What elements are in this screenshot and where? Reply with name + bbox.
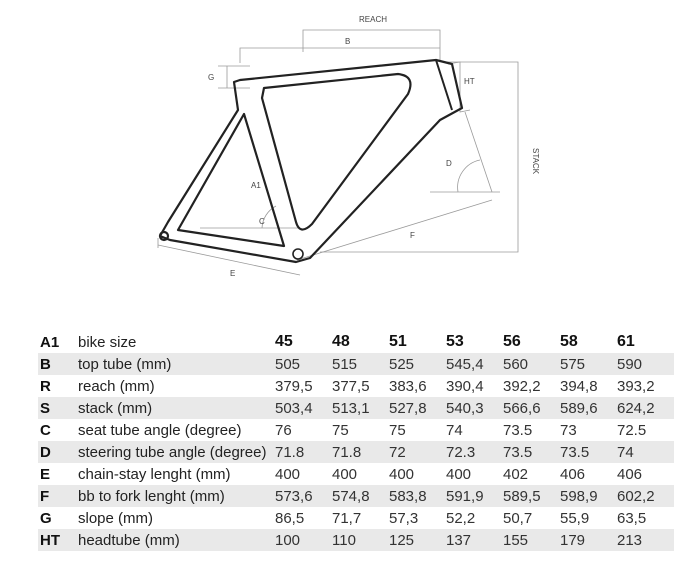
table-header-row: [38, 331, 674, 353]
row-value: 525: [389, 353, 446, 375]
table-row: [38, 441, 674, 463]
row-value: 583,8: [389, 485, 446, 507]
row-value: 71.8: [332, 441, 389, 463]
bb-to-fork-line: [297, 200, 492, 260]
row-value: 110: [332, 529, 389, 551]
row-value: 73: [560, 421, 577, 439]
row-value: 406: [617, 465, 643, 483]
row-value: 75: [389, 421, 406, 439]
size-56: 56: [503, 333, 521, 350]
row-value: 589,6: [560, 397, 617, 419]
header-code: A1: [40, 333, 60, 351]
row-value: 100: [275, 529, 332, 551]
row-value: 125: [389, 529, 446, 551]
row-value: 406: [560, 465, 586, 483]
row-value: 213: [617, 529, 674, 551]
row-value: 515: [332, 353, 389, 375]
row-code: B: [38, 353, 78, 375]
row-value: 598,9: [560, 485, 617, 507]
row-code: S: [38, 397, 78, 419]
size-48: 48: [332, 333, 350, 350]
row-value: 76: [275, 421, 292, 439]
row-value: 155: [503, 529, 560, 551]
table-row: [38, 463, 674, 485]
row-value: 71.8: [275, 441, 332, 463]
seat-angle-label: C: [259, 217, 265, 226]
row-value: 402: [503, 465, 529, 483]
seat-tube-length-label: A1: [251, 181, 261, 190]
row-code: G: [40, 509, 52, 527]
row-value: 545,4: [446, 353, 503, 375]
top-tube-bracket: [240, 48, 440, 63]
size-53: 53: [446, 333, 464, 350]
row-code: R: [40, 377, 51, 395]
row-label: headtube (mm): [78, 529, 275, 551]
row-value: 575: [560, 353, 617, 375]
row-value: 574,8: [332, 485, 389, 507]
diagram-labels: [208, 15, 540, 278]
stack-bracket: [320, 62, 518, 252]
row-value: 573,6: [275, 485, 332, 507]
steering-axis-line: [465, 112, 492, 192]
row-value: 394,8: [560, 377, 598, 395]
head-tube: [436, 60, 452, 110]
top-tube-label: B: [345, 37, 351, 46]
row-value: 72.5: [617, 421, 647, 439]
row-value: 503,4: [275, 397, 332, 419]
row-value: 400: [275, 465, 301, 483]
stack-label: STACK: [531, 148, 540, 175]
table-row: [38, 485, 674, 507]
row-value: 86,5: [275, 509, 305, 527]
row-label: bb to fork lenght (mm): [78, 485, 275, 507]
row-label: chain-stay lenght (mm): [78, 465, 231, 483]
row-label: reach (mm): [78, 377, 155, 395]
table-row: [38, 353, 674, 375]
table-row: [38, 375, 674, 397]
steering-angle-label: D: [446, 159, 452, 168]
table-row: [38, 507, 674, 529]
row-value: 75: [332, 421, 349, 439]
row-value: 72.3: [446, 441, 503, 463]
row-label: stack (mm): [78, 397, 275, 419]
row-value: 137: [446, 529, 503, 551]
row-value: 566,6: [503, 397, 560, 419]
size-61: 61: [617, 333, 635, 350]
row-value: 73.5: [503, 421, 533, 439]
row-value: 527,8: [389, 397, 446, 419]
bike-frame: [160, 60, 462, 262]
row-value: 400: [389, 465, 415, 483]
geometry-table-body: [38, 331, 674, 551]
row-value: 560: [503, 353, 560, 375]
table-row: [38, 419, 674, 441]
row-value: 590: [617, 353, 674, 375]
row-label: steering tube angle (degree): [78, 441, 275, 463]
row-value: 63,5: [617, 509, 647, 527]
row-value: 52,2: [446, 509, 476, 527]
size-45: 45: [275, 333, 293, 350]
row-value: 55,9: [560, 509, 590, 527]
row-value: 50,7: [503, 509, 533, 527]
table-row: [38, 529, 674, 551]
row-code: F: [38, 485, 78, 507]
row-value: 57,3: [389, 509, 419, 527]
row-value: 74: [446, 421, 463, 439]
row-value: 400: [332, 465, 358, 483]
row-value: 591,9: [446, 485, 503, 507]
headtube-label: HT: [464, 77, 475, 86]
row-value: 73.5: [560, 441, 617, 463]
row-value: 513,1: [332, 397, 389, 419]
row-value: 71,7: [332, 509, 362, 527]
row-code: C: [40, 421, 51, 439]
header-label: bike size: [78, 333, 137, 351]
size-51: 51: [389, 333, 407, 350]
row-value: 179: [560, 529, 617, 551]
row-code: HT: [38, 529, 78, 551]
row-value: 540,3: [446, 397, 503, 419]
row-value: 73.5: [503, 441, 560, 463]
row-value: 379,5: [275, 377, 313, 395]
chainstay-label: E: [230, 269, 236, 278]
row-value: 624,2: [617, 397, 674, 419]
size-58: 58: [560, 333, 578, 350]
reach-bracket: [303, 30, 440, 60]
row-label: top tube (mm): [78, 353, 275, 375]
row-label: slope (mm): [78, 509, 154, 527]
geometry-table: [38, 331, 674, 551]
frame-outline: [160, 60, 462, 262]
row-code: D: [38, 441, 78, 463]
main-triangle-inner: [262, 74, 410, 230]
row-value: 72: [389, 441, 446, 463]
row-value: 383,6: [389, 377, 427, 395]
headtube-bracket: [448, 62, 470, 112]
steering-angle-arc: [458, 160, 480, 192]
slope-label: G: [208, 73, 215, 82]
row-value: 505: [275, 353, 332, 375]
row-value: 390,4: [446, 377, 484, 395]
row-value: 377,5: [332, 377, 370, 395]
row-value: 400: [446, 465, 472, 483]
row-value: 392,2: [503, 377, 541, 395]
row-code: E: [40, 465, 51, 483]
bb-to-fork-label: F: [410, 231, 415, 240]
reach-label: REACH: [359, 15, 388, 24]
table-row: [38, 397, 674, 419]
row-value: 602,2: [617, 485, 674, 507]
row-value: 393,2: [617, 377, 655, 395]
bottom-bracket: [293, 249, 303, 259]
row-value: 589,5: [503, 485, 560, 507]
row-value: 74: [617, 441, 674, 463]
row-label: seat tube angle (degree): [78, 421, 242, 439]
